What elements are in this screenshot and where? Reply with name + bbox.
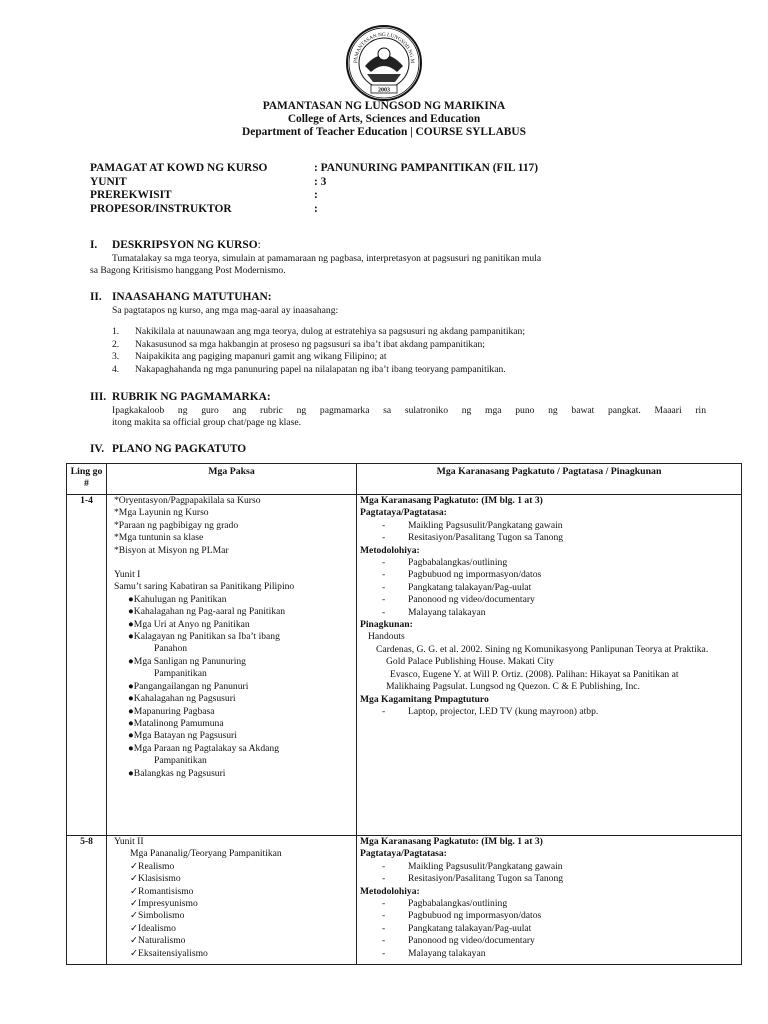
bullet-text: Kahalagahan ng Pagsusuri — [133, 693, 236, 705]
table-row — [67, 836, 742, 965]
list-item-text: Nakikilala at nauunawaan ang mga teorya, dulog at estratehiya sa pagsusuri ng akdang pampanitikan; — [135, 326, 526, 337]
topic-bullet — [110, 606, 353, 618]
list-item: - Pangkatang talakayan/Pag-uulat — [382, 922, 532, 934]
bullet-icon: ● — [128, 717, 134, 729]
theory-item — [110, 886, 353, 898]
list-item-number: 4. — [112, 363, 120, 375]
checkmark-icon: ✓ — [130, 885, 139, 897]
college-name: College of Arts, Sciences and Education — [287, 113, 481, 125]
list-item-number: 1. — [112, 326, 120, 337]
bullet-text: Pangangailangan ng Panunuri — [133, 680, 249, 692]
bullet-icon: ● — [128, 742, 134, 754]
section-number: II. — [90, 291, 102, 303]
university-name: PAMANTASAN NG LUNGSOD NG MARIKINA — [262, 100, 506, 112]
topic-bullet — [110, 619, 353, 631]
topic-bullet — [110, 594, 353, 606]
bullet-icon: ● — [128, 705, 134, 717]
description-line: sa Bagong Kritisismo hanggang Post Modernismo. — [90, 265, 286, 276]
tool-item: Laptop, projector, LED TV (kung mayroon) atbp. — [408, 705, 599, 717]
table-header-row — [67, 464, 742, 495]
week-header: Ling go # — [67, 464, 107, 495]
list-item-text: Nakapaghahanda ng mga panunuring papel na nilalapatan ng iba’t ibang teoryang pampanitikan. — [135, 363, 506, 375]
list-item — [112, 326, 525, 339]
theory-text: Eksaitensiyalismo — [138, 947, 208, 959]
section-title-suffix: : — [257, 239, 261, 251]
section-heading-description — [90, 239, 261, 252]
bullet-continuation: Pampanitikan — [154, 668, 207, 680]
learning-plan-table — [66, 463, 742, 965]
seal-icon — [345, 24, 423, 102]
list-item: - Laptop, projector, LED TV (kung mayroon) atbp. — [382, 705, 599, 717]
section-number: III. — [90, 391, 107, 403]
topic-bullet — [110, 681, 353, 693]
bullet-icon: ● — [128, 606, 134, 618]
reference-entry: Evasco, Eugene Y. at Will P. Ortiz. (2008). Palihan: Hikayat sa Panitikan at — [390, 668, 679, 680]
bullet-icon: ● — [128, 693, 134, 705]
bullet-icon: ● — [128, 593, 134, 605]
theory-text: Romantisismo — [138, 885, 194, 897]
rubric-line: itong makita sa official group chat/page ng klase. — [112, 417, 301, 428]
topic-bullet — [110, 631, 353, 643]
checkmark-icon: ✓ — [130, 860, 139, 872]
bullet-text: Kahalagahan ng Pag-aaral ng Panitikan — [133, 606, 286, 618]
bullet-icon: ● — [128, 767, 134, 779]
method-item: Pagbabalangkas/outlining — [408, 898, 508, 910]
bullet-text: Kalagayan ng Panitikan sa Iba’t ibang — [133, 631, 280, 643]
theory-text: Simbolismo — [138, 910, 185, 922]
topic-bullet — [110, 706, 353, 718]
checkmark-icon: ✓ — [130, 873, 139, 885]
units-value: : 3 — [314, 175, 327, 188]
assessment-title: Pagtataya/Pagtatasa: — [360, 507, 447, 519]
section-heading-outcomes — [90, 291, 272, 304]
units-label: YUNIT — [90, 175, 127, 188]
checkmark-icon: ✓ — [130, 947, 139, 959]
theory-text: Idealismo — [138, 922, 176, 934]
assessment-item: Resitasiyon/Pasalitang Tugon sa Tanong — [408, 873, 564, 885]
method-item: Pagbubuod ng impormasyon/datos — [408, 910, 542, 922]
bullet-icon: ● — [128, 631, 134, 643]
topic-bullet — [110, 730, 353, 742]
section-number: IV. — [90, 443, 105, 455]
assessment-item: Maikling Pagsusulit/Pangkatang gawain — [408, 519, 563, 531]
unit-subtitle: Mga Pananalig/Teoryang Pampanitikan — [130, 848, 282, 860]
list-item: - Panonood ng video/documentary — [382, 935, 535, 947]
activities-cell — [357, 836, 742, 965]
list-item: - Malayang talakayan — [382, 606, 486, 618]
topic-bullet — [110, 718, 353, 730]
methodology-title: Metodolohiya: — [360, 885, 420, 897]
bullet-text: Mapanuring Pagbasa — [133, 705, 215, 717]
bullet-continuation: Panahon — [154, 643, 188, 655]
activities-cell — [357, 495, 742, 836]
list-item — [112, 351, 525, 364]
bullet-text: Matalinong Pamumuna — [133, 717, 224, 729]
list-item: - Malayang talakayan — [382, 947, 486, 959]
reference-entry-cont: Gold Palace Publishing House. Makati City — [386, 656, 554, 668]
reference-entry: Cardenas, G. G. et al. 2002. Sining ng Komunikasyong Panlipunan Teorya at Praktika. — [376, 643, 709, 655]
theory-item — [110, 935, 353, 947]
prerequisite-value: : — [314, 189, 318, 201]
assessment-item: Maikling Pagsusulit/Pangkatang gawain — [408, 860, 563, 872]
bullet-continuation: Pampanitikan — [154, 755, 207, 767]
checkmark-icon: ✓ — [130, 922, 139, 934]
intro-item: *Paraan ng pagbibigay ng grado — [114, 519, 239, 531]
assessment-title: Pagtataya/Pagtatasa: — [360, 848, 447, 860]
method-item: Pagbabalangkas/outlining — [408, 557, 508, 569]
bullet-text: Mga Batayan ng Pagsusuri — [133, 730, 237, 742]
section-title: PLANO NG PAGKATUTO — [112, 443, 247, 455]
theory-item — [110, 898, 353, 910]
method-item: Pagbubuod ng impormasyon/datos — [408, 569, 542, 581]
seal-ring-text: PAMANTASAN NG LUNGSOD NG M — [352, 31, 416, 64]
list-item — [112, 364, 525, 377]
source-item: Handouts — [368, 631, 405, 643]
course-info-row — [90, 203, 538, 217]
intro-item: *Oryentasyon/Pagpapakilala sa Kurso — [114, 495, 261, 506]
topics-header: Mga Paksa — [107, 464, 357, 495]
theory-text: Naturalismo — [138, 935, 186, 947]
section-heading-learning-plan — [90, 443, 246, 456]
prerequisite-label: PREREKWISIT — [90, 189, 172, 201]
checkmark-icon: ✓ — [130, 898, 139, 910]
section-title: RUBRIK NG PAGMAMARKA: — [112, 391, 271, 403]
theory-item — [110, 873, 353, 885]
reference-entry-cont: Malikhaing Pagsulat. Lungsod ng Quezon. C & E Publishing, Inc. — [386, 681, 640, 693]
list-item: - Pangkatang talakayan/Pag-uulat — [382, 581, 532, 593]
list-item — [112, 339, 525, 352]
list-item: - Maikling Pagsusulit/Pangkatang gawain — [382, 860, 563, 872]
method-item: Panonood ng video/documentary — [408, 594, 535, 606]
list-item: - Pagbubuod ng impormasyon/datos — [382, 910, 542, 922]
topic-bullet — [110, 693, 353, 705]
course-info-row — [90, 189, 538, 203]
list-item-text: Nakasusunod sa mga hakbangin at proseso ng pagsusuri sa iba’t ibat akdang pampanitikan; — [135, 338, 485, 350]
bullet-text: Mga Sanligan ng Panunuring — [133, 655, 246, 667]
course-info — [90, 162, 538, 216]
course-info-row — [90, 162, 538, 176]
checkmark-icon: ✓ — [130, 935, 139, 947]
theory-item — [110, 948, 353, 960]
topic-bullet — [110, 768, 353, 780]
section-number: I. — [90, 239, 98, 251]
theory-item — [110, 910, 353, 922]
list-item-text: Naipakikita ang pagiging mapanuri gamit ang wikang Filipino; at — [135, 351, 387, 363]
instructor-value: : — [314, 202, 318, 215]
bullet-icon: ● — [128, 618, 134, 630]
tools-title: Mga Kagamitang Pmpagtuturo — [360, 693, 489, 705]
section-title: DESKRIPSYON NG KURSO — [112, 239, 258, 251]
course-info-row — [90, 176, 538, 190]
bullet-text: Mga Paraan ng Pagtalakay sa Akdang — [133, 742, 279, 754]
bullet-icon: ● — [128, 680, 134, 692]
theory-item — [110, 861, 353, 873]
list-item: - Pagbabalangkas/outlining — [382, 898, 508, 910]
theory-text: Impresyunismo — [138, 898, 198, 910]
list-item: - Pagbubuod ng impormasyon/datos — [382, 569, 542, 581]
description-line: Tumatalakay sa mga teorya, simulain at pamamaraan ng pagbasa, interpretasyon at pagsusuri ng panitikan mula — [112, 253, 542, 264]
week-cell: 1-4 — [67, 495, 107, 836]
bullet-text: Kahulugan ng Panitikan — [133, 593, 227, 605]
instructor-label: PROPESOR/INSTRUKTOR — [90, 202, 232, 215]
course-title-label: PAMAGAT AT KOWD NG KURSO — [90, 162, 268, 174]
university-seal-logo — [345, 24, 423, 102]
section-title: INAASAHANG MATUTUHAN: — [112, 291, 272, 303]
topic-bullet — [110, 743, 353, 755]
list-item: - Panonood ng video/documentary — [382, 594, 535, 606]
outcomes-intro: Sa pagtatapos ng kurso, ang mga mag-aaral ay inaasahang: — [112, 305, 339, 316]
theory-item — [110, 923, 353, 935]
unit-subtitle: Samu’t saring Kabatiran sa Panitikang Pilipino — [114, 581, 295, 593]
course-title-value: : PANUNURING PAMPANITIKAN (FIL 117) — [314, 162, 538, 174]
intro-item: *Bisyon at Misyon ng PLMar — [114, 544, 229, 556]
method-item: Pangkatang talakayan/Pag-uulat — [408, 581, 532, 593]
checkmark-icon: ✓ — [130, 910, 139, 922]
experiences-title: Mga Karanasang Pagkatuto: (IM blg. 1 at 3) — [360, 495, 543, 506]
theory-text: Klasisismo — [138, 873, 181, 885]
unit-title: Yunit I — [114, 569, 141, 581]
topic-bullet — [110, 656, 353, 668]
week-cell: 5-8 — [67, 836, 107, 965]
sources-title: Pinagkunan: — [360, 619, 413, 631]
list-item: - Pagbabalangkas/outlining — [382, 557, 508, 569]
bullet-text: Balangkas ng Pagsusuri — [133, 767, 226, 779]
bullet-icon: ● — [128, 655, 134, 667]
intro-item: *Mga tuntunin sa klase — [114, 532, 204, 544]
topics-cell — [107, 495, 357, 836]
methodology-title: Metodolohiya: — [360, 544, 420, 556]
assessment-item: Resitasiyon/Pasalitang Tugon sa Tanong — [408, 532, 564, 544]
outcomes-list — [112, 326, 525, 376]
topics-cell — [107, 836, 357, 965]
list-item: - Maikling Pagsusulit/Pangkatang gawain — [382, 519, 563, 531]
method-item: Pangkatang talakayan/Pag-uulat — [408, 922, 532, 934]
department-name: Department of Teacher Education | COURSE SYLLABUS — [242, 126, 526, 138]
section-heading-rubric — [90, 391, 271, 404]
bullet-icon: ● — [128, 730, 134, 742]
unit-title: Yunit II — [114, 836, 144, 847]
method-item: Panonood ng video/documentary — [408, 935, 535, 947]
list-item-number: 3. — [112, 351, 120, 363]
intro-item: *Mga Layunin ng Kurso — [114, 507, 209, 519]
method-item: Malayang talakayan — [408, 606, 486, 618]
experiences-title: Mga Karanasang Pagkatuto: (IM blg. 1 at 3) — [360, 836, 543, 847]
theory-text: Realismo — [138, 860, 175, 872]
list-item-number: 2. — [112, 338, 120, 350]
list-item: - Resitasiyon/Pasalitang Tugon sa Tanong — [382, 532, 564, 544]
activities-header: Mga Karanasang Pagkatuto / Pagtatasa / Pinagkunan — [357, 464, 742, 495]
table-row — [67, 495, 742, 836]
list-item: - Resitasiyon/Pasalitang Tugon sa Tanong — [382, 873, 564, 885]
bullet-text: Mga Uri at Anyo ng Panitikan — [133, 618, 250, 630]
method-item: Malayang talakayan — [408, 947, 486, 959]
rubric-line: Ipagkakaloob ng guro ang rubric ng pagmamarka sa sulatroniko ng mga puno ng bawat pangkat. Maaari rin — [112, 405, 706, 416]
seal-year: 2003 — [378, 87, 390, 94]
